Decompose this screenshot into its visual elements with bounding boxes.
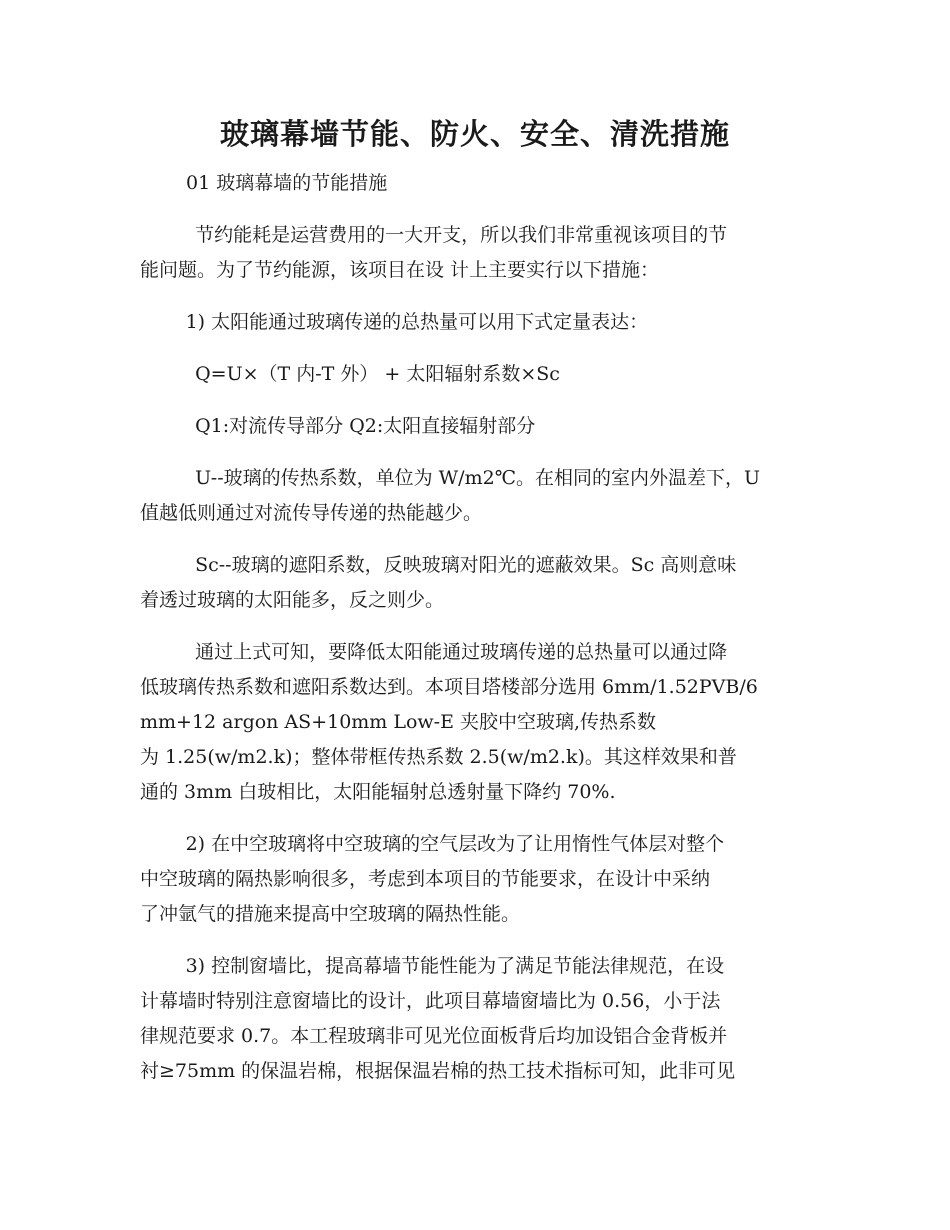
paragraph-line: 着透过玻璃的太阳能多，反之则少。 bbox=[140, 589, 445, 611]
paragraph-line: 衬≥75mm 的保温岩棉，根据保温岩棉的热工技术指标可知，此非可见 bbox=[140, 1060, 736, 1082]
paragraph-line: 为 1.25(w/m2.k)；整体带框传热系数 2.5(w/m2.k)。其这样效果和普 bbox=[140, 746, 737, 768]
document-title: 玻璃幕墙节能、防火、安全、清洗措施 bbox=[219, 117, 730, 151]
paragraph-line: Q=U×（T 内-T 外） + 太阳辐射系数×Sc bbox=[195, 363, 560, 385]
paragraph-line: 2) 在中空玻璃将中空玻璃的空气层改为了让用惰性气体层对整个 bbox=[185, 833, 725, 855]
paragraph-line: Sc--玻璃的遮阳系数，反映玻璃对阳光的遮蔽效果。Sc 高则意味 bbox=[195, 554, 737, 576]
document-body bbox=[140, 218, 810, 1106]
section-heading: 01 玻璃幕墙的节能措施 bbox=[186, 172, 388, 194]
paragraph-line: Q1:对流传导部分 Q2:太阳直接辐射部分 bbox=[195, 415, 536, 437]
paragraph bbox=[140, 635, 810, 810]
paragraph-line: 节约能耗是运营费用的一大开支，所以我们非常重视该项目的节 bbox=[195, 224, 728, 246]
paragraph-line: 律规范要求 0.7。本工程玻璃非可见光位面板背后均加设铝合金背板并 bbox=[140, 1025, 728, 1047]
paragraph-line: 1) 太阳能通过玻璃传递的总热量可以用下式定量表达： bbox=[185, 311, 649, 333]
paragraph bbox=[140, 357, 810, 392]
paragraph-line: 低玻璃传热系数和遮阳系数达到。本项目塔楼部分选用 6mm/1.52PVB/6 bbox=[140, 676, 758, 698]
paragraph-line: U--玻璃的传热系数，单位为 W/m2℃。在相同的室内外温差下，U bbox=[195, 467, 760, 489]
paragraph-line: 通的 3mm 白玻相比，太阳能辐射总透射量下降约 70%. bbox=[140, 781, 616, 803]
paragraph-line: 值越低则通过对流传导传递的热能越少。 bbox=[140, 502, 483, 524]
paragraph bbox=[140, 548, 810, 618]
paragraph-line: 中空玻璃的隔热影响很多，考虑到本项目的节能要求，在设计中采纳 bbox=[140, 868, 711, 890]
paragraph-line: 了冲氩气的措施来提高中空玻璃的隔热性能。 bbox=[140, 903, 521, 925]
paragraph-line: 计幕墙时特别注意窗墙比的设计，此项目幕墙窗墙比为 0.56，小于法 bbox=[140, 990, 721, 1012]
paragraph bbox=[140, 409, 810, 444]
paragraph bbox=[140, 949, 810, 1089]
paragraph bbox=[140, 461, 810, 531]
paragraph-line: 能问题。为了节约能源，该项目在设 计上主要实行以下措施： bbox=[140, 259, 660, 281]
paragraph-line: mm+12 argon AS+10mm Low-E 夹胶中空玻璃,传热系数 bbox=[140, 711, 657, 733]
paragraph-line: 通过上式可知，要降低太阳能通过玻璃传递的总热量可以通过降 bbox=[195, 641, 728, 663]
paragraph-line: 3) 控制窗墙比，提高幕墙节能性能为了满足节能法律规范，在设 bbox=[185, 955, 725, 977]
paragraph bbox=[140, 218, 810, 288]
paragraph bbox=[140, 827, 810, 932]
paragraph bbox=[140, 305, 810, 340]
